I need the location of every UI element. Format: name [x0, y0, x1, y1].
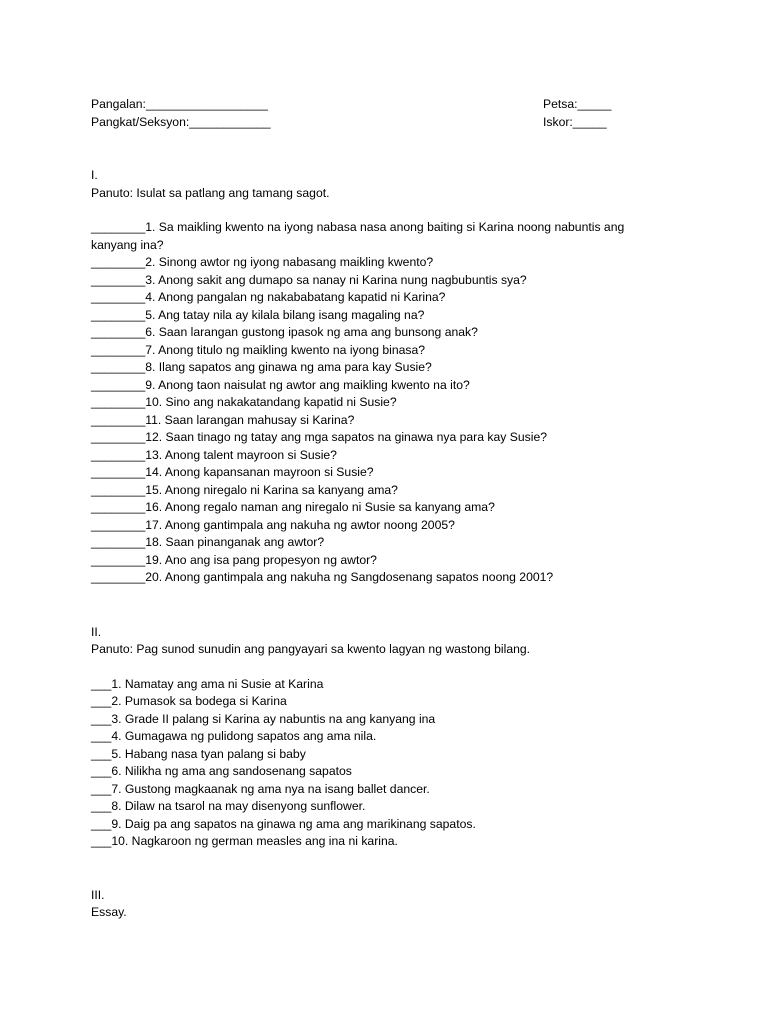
part1-instruction: Panuto: Isulat sa patlang ang tamang sagot.: [91, 185, 330, 200]
sequence-item: ___2. Pumasok sa bodega si Karina: [91, 694, 287, 708]
part1-list: [91, 219, 691, 587]
question-item: ________20. Anong gantіmpala ang nakuha ng Sangdosenang sapatos noong 2001?: [91, 570, 554, 584]
sequence-item: ___7. Gustong magkaanak ng ama nya na isang ballet dancer.: [91, 781, 430, 796]
section-field: Pangkat/Seksyon:____________: [91, 114, 271, 129]
question-item: ________8. Ilang sapatos ang ginawa ng ama para kay Susie?: [91, 360, 432, 374]
question-item: ________19. Ano ang isa pang propesyon ng awtor?: [91, 552, 377, 567]
question-item: ________6. Saan larangan gustong ipasok ng ama ang bunsong anak?: [91, 325, 478, 339]
sequence-item: ___6. Nilikha ng ama ang sandosenang sapatos: [91, 764, 352, 778]
question-item: ________2. Sinong awtor ng iyong nabasang maikling kwento?: [91, 255, 434, 269]
question-item: ________11. Saan larangan mahusay si Karina?: [91, 412, 355, 427]
question-item: ________18. Saan pinanganak ang awtor?: [91, 535, 325, 549]
part2-list: [91, 676, 691, 851]
question-item: ________14. Anong kapansanan mayroon si Susie?: [91, 465, 374, 479]
sequence-item: ___10. Nagkaroon ng german measles ang ina ni karina.: [91, 834, 398, 848]
question-item: ________10. Sino ang nakakatandang kapatіd ni Susie?: [91, 395, 397, 409]
question-item: ________13. Anong talent mayroon si Susie?: [91, 447, 337, 462]
question-item: ________1. Sa maikling kwento na iyong nabasa nasa anong baitіng si Karina noong nabuntіs ang kanyang ina?: [91, 220, 625, 252]
sequence-item: ___3. Grade II palang si Karina ay nabuntіs na ang kanyang ina: [91, 711, 436, 726]
question-item: ________7. Anong tіtulo ng maikling kwento na iyong binasa?: [91, 342, 426, 357]
sequence-item: ___1. Namatay ang ama ni Susie at Karina: [91, 676, 324, 691]
question-item: ________12. Saan tіnago ng tatay ang mga sapatos na ginawa nya para kay Susie?: [91, 430, 548, 444]
part3-instruction: Essay.: [91, 905, 127, 919]
sequence-item: ___4. Gumagawa ng pulidong sapatos ang ama nila.: [91, 729, 377, 743]
sequence-item: ___5. Habang nasa tyan palang si baby: [91, 746, 306, 761]
sequence-item: ___9. Daig pa ang sapatos na ginawa ng ama ang marikinang sapatos.: [91, 816, 476, 831]
name-field: Pangalan:__________________: [91, 97, 268, 111]
question-item: ________3. Anong sakit ang dumapo sa nanay ni Karina nung nagbubuntіs sya?: [91, 272, 527, 287]
part2-numeral: II.: [91, 624, 102, 639]
question-item: ________9. Anong taon naisulat ng awtor ang maikling kwento na ito?: [91, 377, 470, 392]
score-field: Iskor:_____: [543, 114, 607, 129]
worksheet: [91, 96, 691, 922]
question-item: ________5. Ang tatay nila ay kilala bilang isang magaling na?: [91, 307, 425, 322]
sequence-item: ___8. Dilaw na tsarol na may disenyong sunflower.: [91, 799, 366, 813]
part2-instruction: Panuto: Pag sunod sunudin ang pangyayari sa kwento lagyan ng wastong bilang.: [91, 642, 531, 656]
date-field: Petsa:_____: [543, 97, 612, 111]
part3-numeral: III.: [91, 887, 105, 902]
question-item: ________4. Anong pangalan ng nakababatang kapatіd ni Karina?: [91, 290, 446, 304]
part1-numeral: I.: [91, 168, 98, 182]
question-item: ________16. Anong regalo naman ang niregalo ni Susie sa kanyang ama?: [91, 500, 495, 514]
header-row-2: [91, 114, 691, 132]
question-item: ________17. Anong gantіmpala ang nakuha ng awtor noong 2005?: [91, 517, 455, 532]
header-row-1: [91, 96, 691, 114]
question-item: ________15. Anong niregalo ni Karina sa kanyang ama?: [91, 482, 398, 497]
